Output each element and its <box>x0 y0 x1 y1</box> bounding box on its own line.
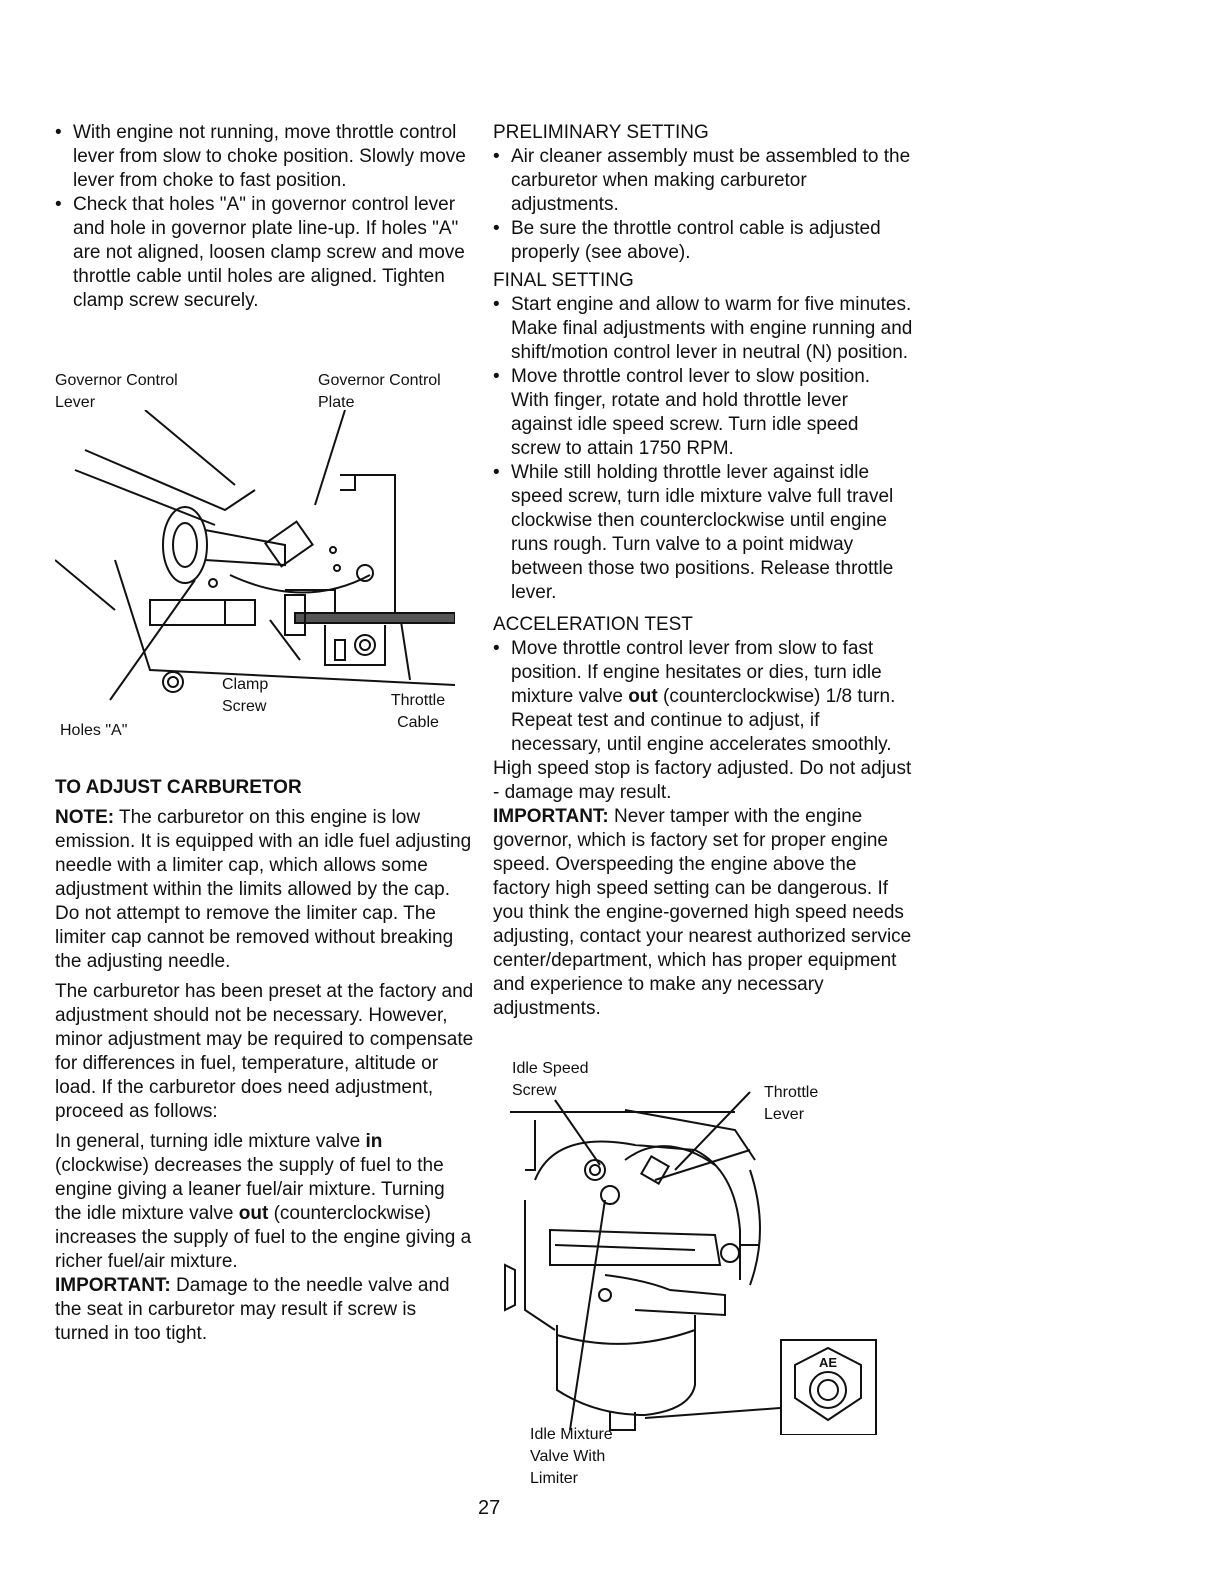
ae-badge-text: AE <box>818 1355 838 1370</box>
acceleration-bullets <box>493 637 913 757</box>
bullet-throttle-cable: • Be sure the throttle control cable is adjusted properly (see above). <box>493 217 913 265</box>
note-text: The carburetor on this engine is low emission. It is equipped with an idle fuel adjusting needle with a limiter cap, which allows some adjustment within the limits allowed by the cap. Do not attempt to remove the limiter cap. The limiter cap cannot be removed without breaking the adjusting needle. <box>55 807 472 972</box>
label-governor-control-lever: Governor Control Lever <box>55 372 178 411</box>
preset-paragraph: The carburetor has been preset at the factory and adjustment should not be necessary. However, minor adjustment may be required to compensate for differences in fuel, temperature, altitude or load. If the carburetor does need adjustment, proceed as follows: <box>55 981 474 1122</box>
important-label-right: IMPORTANT: <box>493 806 609 827</box>
bullet-idle-mixture: • While still holding throttle lever against idle speed screw, turn idle mixture valve full travel clockwise then counterclockwise until engine runs rough. Turn valve to a point midway between those two positions. Release throttle lever. <box>493 461 913 605</box>
bullet-warm-engine: • Start engine and allow to warm for five minutes. Make final adjustments with engine running and shift/motion control lever in neutral (N) position. <box>493 293 913 365</box>
label-clamp-screw: Clamp Screw <box>222 676 269 715</box>
section-title-adjust-carburetor: TO ADJUST CARBURETOR <box>55 777 302 798</box>
carburetor-section <box>55 776 475 1352</box>
important-paragraph-left: IMPORTANT: Damage to the needle valve and the seat in carburetor may result if screw is turned in too tight. <box>55 1275 450 1344</box>
label-idle-mixture-valve: Idle Mixture Valve With Limiter <box>530 1426 613 1487</box>
heading-acceleration-test: ACCELERATION TEST <box>493 614 693 635</box>
preliminary-bullets <box>493 145 913 265</box>
label-governor-control-plate: Governor Control Plate <box>318 372 441 411</box>
important-paragraph-right: IMPORTANT: Never tamper with the engine governor, which is factory set for proper engine speed. Overspeeding the engine above the factory high speed setting can be dangerous. If you think the engine-governed high speed needs adjusting, contact your nearest authorized service center/department, which has proper equipment and experience to make any necessary adjustments. <box>493 806 912 1019</box>
heading-final-setting: FINAL SETTING <box>493 270 634 291</box>
note-label: NOTE: <box>55 807 115 828</box>
governor-diagram <box>55 410 455 730</box>
governor-bullets <box>55 121 475 313</box>
page-number: 27 <box>478 1497 501 1519</box>
bullet-air-cleaner: • Air cleaner assembly must be assembled to the carburetor when making carburetor adjustments. <box>493 145 913 217</box>
bullet-throttle-choke: • With engine not running, move throttle control lever from slow to choke position. Slowly move lever from choke to fast position. <box>55 121 475 193</box>
label-throttle-lever: Throttle Lever <box>764 1084 819 1123</box>
bullet-idle-speed: • Move throttle control lever to slow position. With finger, rotate and hold throttle lever against idle speed screw. Turn idle speed screw to attain 1750 RPM. <box>493 365 913 461</box>
carburetor-diagram <box>495 1090 895 1435</box>
label-idle-speed-screw: Idle Speed Screw <box>512 1060 589 1099</box>
right-column <box>493 121 913 1027</box>
bullet-check-holes: • Check that holes "A" in governor control lever and hole in governor plate line-up. If holes "A" are not aligned, loosen clamp screw and move throttle cable until holes are aligned. Tighten clamp screw securely. <box>55 193 475 313</box>
ae-limiter-badge <box>781 1340 876 1435</box>
left-column <box>55 121 475 313</box>
bullet-acceleration: • Move throttle control lever from slow to fast position. If engine hesitates or dies, turn idle mixture valve out (counterclockwise) 1/8 turn. Repeat test and continue to adjust, if necessary, until engine accelerates smoothly. <box>493 637 913 757</box>
note-paragraph <box>55 806 475 974</box>
label-holes-a: Holes "A" <box>60 722 128 739</box>
label-throttle-cable: Throttle Cable <box>390 692 446 731</box>
general-paragraph: In general, turning idle mixture valve in (clockwise) decreases the supply of fuel to the engine giving a leaner fuel/air mixture. Turning the idle mixture valve out (counterclockwise) increases the supply of fuel to the engine giving a richer fuel/air mixture. <box>55 1131 472 1272</box>
important-label: IMPORTANT: <box>55 1275 171 1296</box>
high-speed-paragraph: High speed stop is factory adjusted. Do not adjust - damage may result. <box>493 758 912 803</box>
heading-preliminary-setting: PRELIMINARY SETTING <box>493 122 709 143</box>
final-bullets <box>493 293 913 605</box>
